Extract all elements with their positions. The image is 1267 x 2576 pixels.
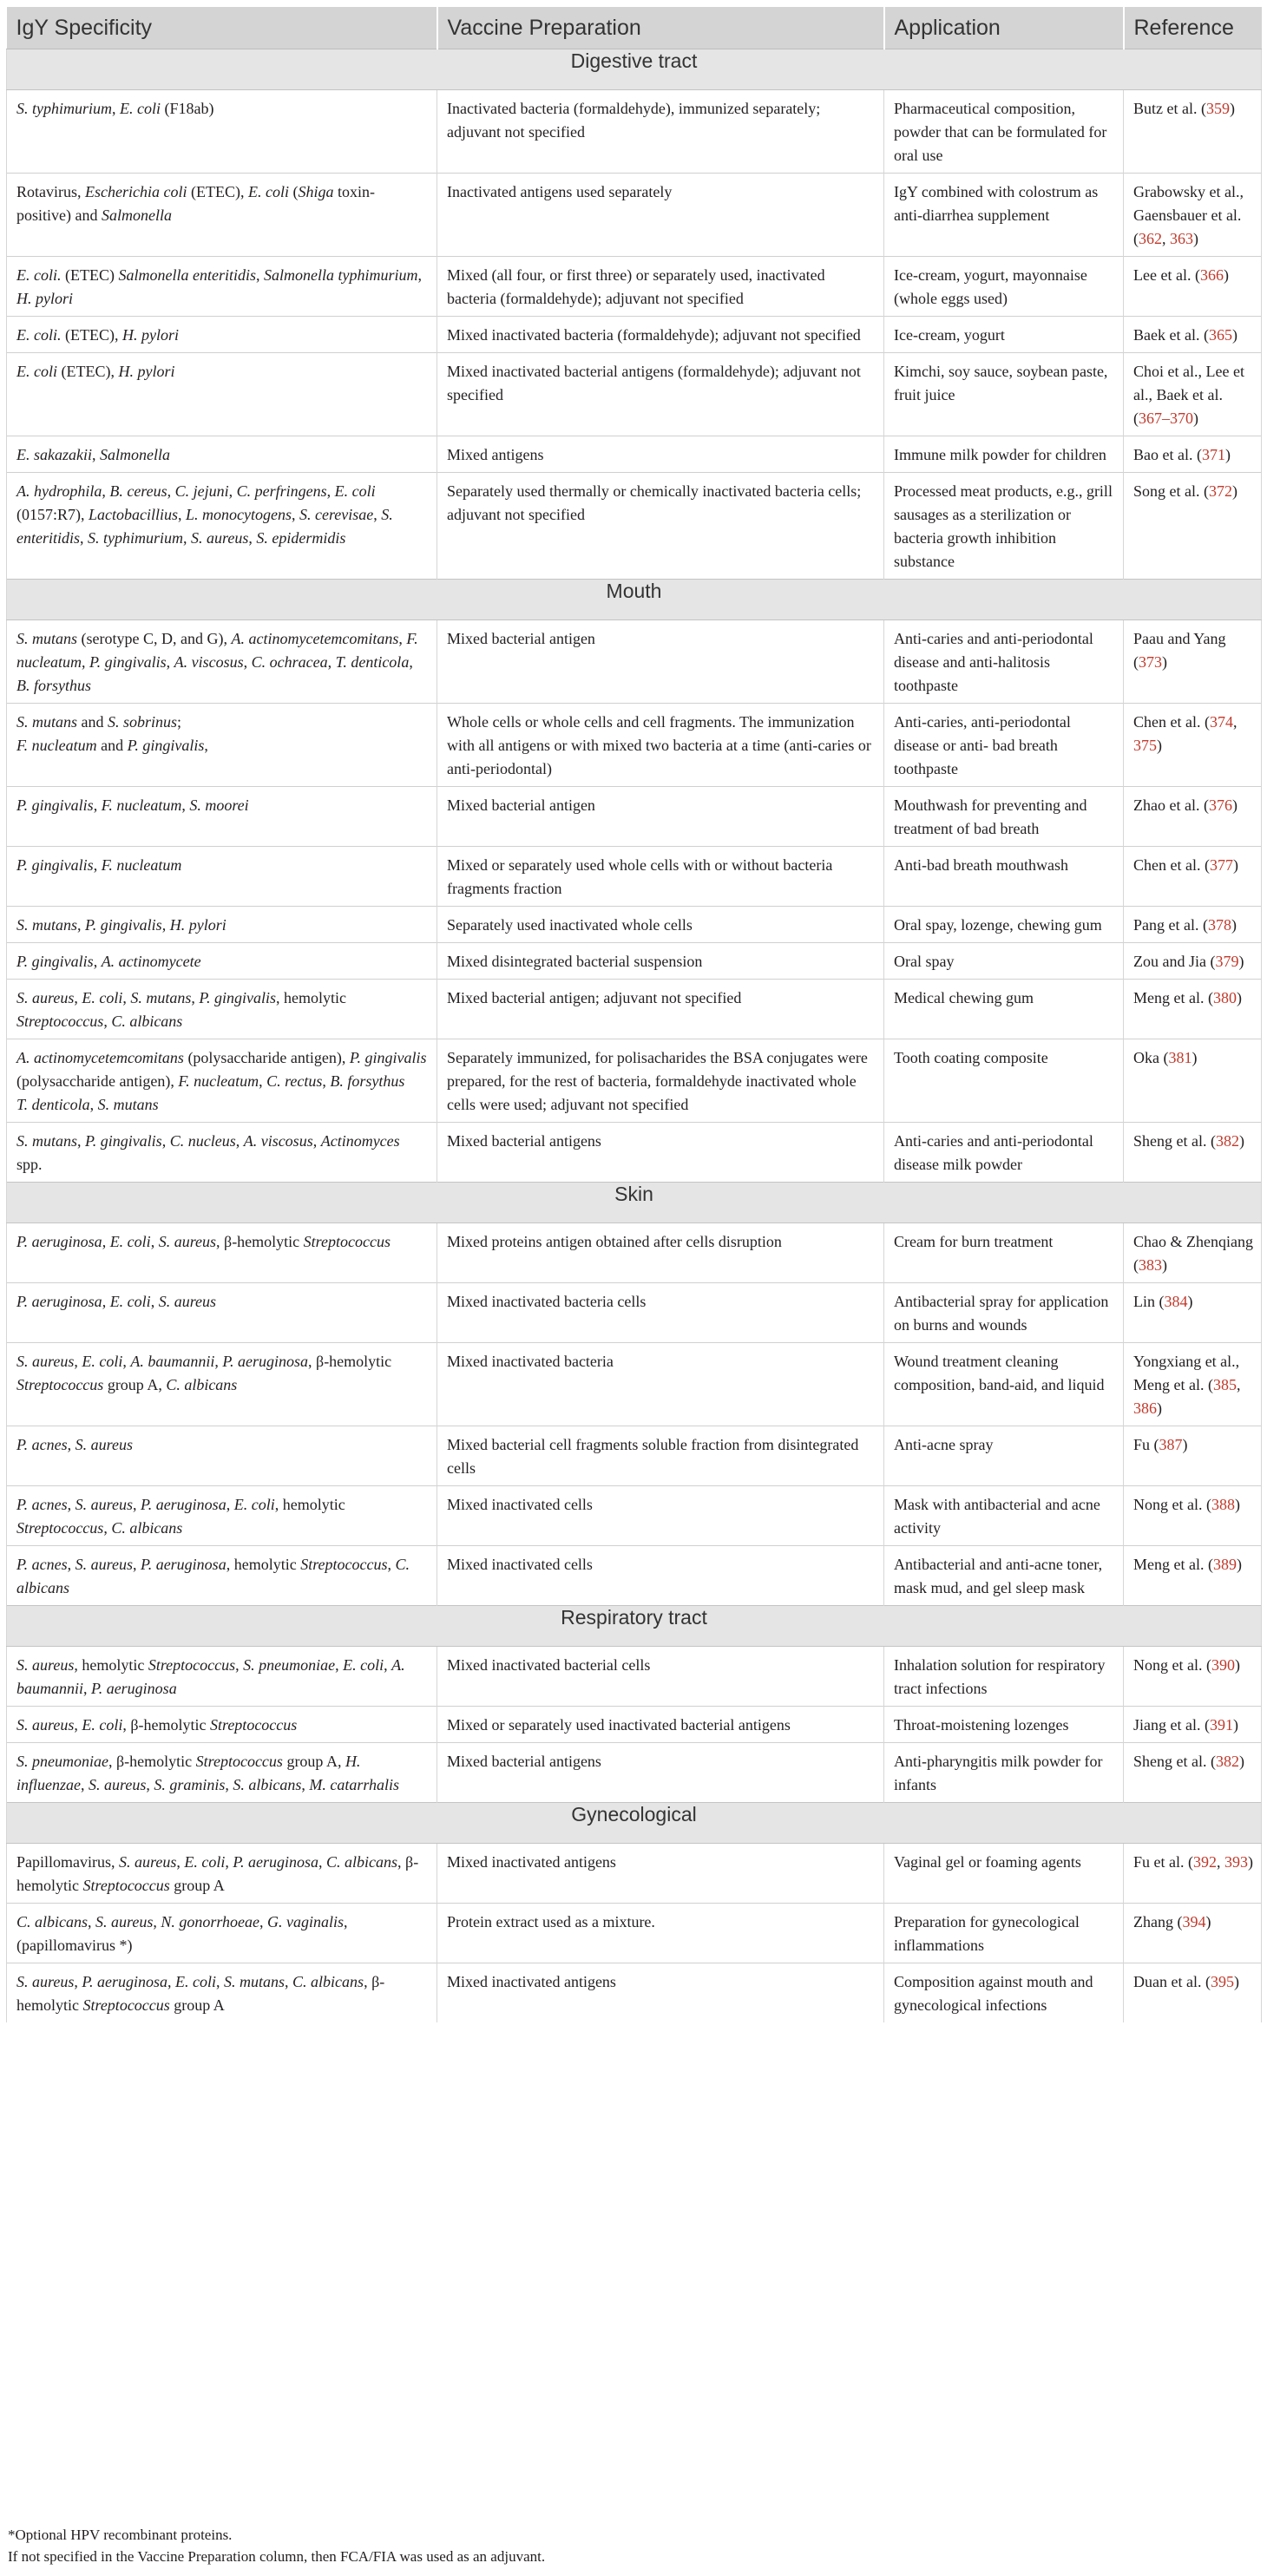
cell-application: IgY combined with colostrum as anti-diarrhea supplement (884, 174, 1124, 257)
cell-reference: Choi et al., Lee et al., Baek et al. (367–370) (1124, 353, 1262, 436)
cell-reference: Oka (381) (1124, 1039, 1262, 1123)
cell-reference: Jiang et al. (391) (1124, 1707, 1262, 1743)
cell-vaccine-preparation: Mixed inactivated cells (437, 1546, 884, 1606)
cell-igy-specificity: S. aureus, E. coli, A. baumannii, P. aeruginosa, β-hemolytic Streptococcus group A, C. albicans (7, 1343, 437, 1426)
cell-vaccine-preparation: Separately immunized, for polisacharides the BSA conjugates were prepared, for the rest of bacteria, formaldehyde inactivated whole cells were used; adjuvant not specified (437, 1039, 884, 1123)
cell-application: Kimchi, soy sauce, soybean paste, fruit juice (884, 353, 1124, 436)
cell-reference: Grabowsky et al., Gaensbauer et al. (362, 363) (1124, 174, 1262, 257)
table-row (7, 473, 1262, 580)
footnote-hpv: *Optional HPV recombinant proteins. (8, 2527, 233, 2543)
table-row (7, 704, 1262, 787)
cell-reference: Duan et al. (395) (1124, 1963, 1262, 2023)
cell-application: Antibacterial and anti-acne toner, mask mud, and gel sleep mask (884, 1546, 1124, 1606)
cell-vaccine-preparation: Mixed inactivated bacteria (437, 1343, 884, 1426)
table-row (7, 90, 1262, 174)
cell-vaccine-preparation: Mixed inactivated bacteria cells (437, 1283, 884, 1343)
cell-reference: Song et al. (372) (1124, 473, 1262, 580)
cell-reference: Bao et al. (371) (1124, 436, 1262, 473)
section-row (7, 49, 1262, 90)
table-row (7, 980, 1262, 1039)
table-row (7, 847, 1262, 907)
cell-application: Pharmaceutical composition, powder that can be formulated for oral use (884, 90, 1124, 174)
table-row (7, 1546, 1262, 1606)
section-row (7, 1606, 1262, 1647)
cell-igy-specificity: P. aeruginosa, E. coli, S. aureus (7, 1283, 437, 1343)
cell-igy-specificity: S. aureus, hemolytic Streptococcus, S. pneumoniae, E. coli, A. baumannii, P. aeruginosa (7, 1647, 437, 1707)
table-row (7, 1123, 1262, 1183)
cell-application: Cream for burn treatment (884, 1223, 1124, 1283)
footnotes (8, 2524, 545, 2567)
table-row (7, 174, 1262, 257)
header-vaccine-preparation: Vaccine Preparation (437, 7, 884, 49)
section-title: Mouth (7, 580, 1262, 620)
cell-reference: Baek et al. (365) (1124, 317, 1262, 353)
cell-igy-specificity: P. acnes, S. aureus, P. aeruginosa, hemolytic Streptococcus, C. albicans (7, 1546, 437, 1606)
cell-igy-specificity: A. actinomycetemcomitans (polysaccharide antigen), P. gingivalis (polysaccharide antigen), F. nucleatum, C. rectus, B. forsythus T. denticola, S. mutans (7, 1039, 437, 1123)
cell-application: Throat-moistening lozenges (884, 1707, 1124, 1743)
cell-reference: Pang et al. (378) (1124, 907, 1262, 943)
cell-reference: Chen et al. (374, 375) (1124, 704, 1262, 787)
cell-application: Anti-acne spray (884, 1426, 1124, 1486)
table-row (7, 943, 1262, 980)
section-row (7, 580, 1262, 620)
table-row (7, 1904, 1262, 1963)
cell-vaccine-preparation: Mixed bacterial cell fragments soluble fraction from disintegrated cells (437, 1426, 884, 1486)
cell-vaccine-preparation: Mixed bacterial antigens (437, 1743, 884, 1803)
table-row (7, 907, 1262, 943)
cell-igy-specificity: S. aureus, E. coli, β-hemolytic Streptococcus (7, 1707, 437, 1743)
cell-vaccine-preparation: Inactivated bacteria (formaldehyde), immunized separately; adjuvant not specified (437, 90, 884, 174)
table-row (7, 620, 1262, 704)
table-row (7, 1426, 1262, 1486)
cell-application: Immune milk powder for children (884, 436, 1124, 473)
cell-application: Composition against mouth and gynecological infections (884, 1963, 1124, 2023)
cell-vaccine-preparation: Mixed proteins antigen obtained after cells disruption (437, 1223, 884, 1283)
table-row (7, 1283, 1262, 1343)
cell-application: Anti-caries, anti-periodontal disease or anti- bad breath toothpaste (884, 704, 1124, 787)
cell-vaccine-preparation: Mixed inactivated bacteria (formaldehyde); adjuvant not specified (437, 317, 884, 353)
cell-reference: Meng et al. (389) (1124, 1546, 1262, 1606)
cell-vaccine-preparation: Mixed bacterial antigens (437, 1123, 884, 1183)
header-row (7, 7, 1262, 49)
section-title: Gynecological (7, 1803, 1262, 1844)
cell-igy-specificity: S. pneumoniae, β-hemolytic Streptococcus group A, H. influenzae, S. aureus, S. graminis, S. albicans, M. catarrhalis (7, 1743, 437, 1803)
table-row (7, 1647, 1262, 1707)
cell-reference: Chao & Zhenqiang (383) (1124, 1223, 1262, 1283)
footnote-adjuvant: If not specified in the Vaccine Preparation column, then FCA/FIA was used as an adjuvant. (8, 2548, 546, 2565)
table-body (7, 49, 1262, 2023)
cell-reference: Chen et al. (377) (1124, 847, 1262, 907)
table-row (7, 787, 1262, 847)
cell-vaccine-preparation: Separately used thermally or chemically inactivated bacteria cells; adjuvant not specified (437, 473, 884, 580)
cell-reference: Yongxiang et al., Meng et al. (385, 386) (1124, 1343, 1262, 1426)
cell-application: Mask with antibacterial and acne activity (884, 1486, 1124, 1546)
section-row (7, 1183, 1262, 1223)
cell-vaccine-preparation: Whole cells or whole cells and cell fragments. The immunization with all antigens or with mixed two bacteria at a time (anti-caries or anti-periodontal) (437, 704, 884, 787)
cell-vaccine-preparation: Mixed antigens (437, 436, 884, 473)
cell-igy-specificity: P. acnes, S. aureus (7, 1426, 437, 1486)
cell-application: Ice-cream, yogurt (884, 317, 1124, 353)
cell-application: Anti-pharyngitis milk powder for infants (884, 1743, 1124, 1803)
table-row (7, 1707, 1262, 1743)
table-row (7, 257, 1262, 317)
cell-application: Oral spay, lozenge, chewing gum (884, 907, 1124, 943)
cell-igy-specificity: S. mutans (serotype C, D, and G), A. actinomycetemcomitans, F. nucleatum, P. gingivalis, A. viscosus, C. ochracea, T. denticola, B. forsythus (7, 620, 437, 704)
cell-vaccine-preparation: Mixed disintegrated bacterial suspension (437, 943, 884, 980)
cell-igy-specificity: S. mutans and S. sobrinus; F. nucleatum and P. gingivalis, (7, 704, 437, 787)
igy-applications-table (6, 7, 1262, 2022)
cell-vaccine-preparation: Mixed bacterial antigen; adjuvant not specified (437, 980, 884, 1039)
cell-application: Processed meat products, e.g., grill sausages as a sterilization or bacteria growth inhibition substance (884, 473, 1124, 580)
table-row (7, 1039, 1262, 1123)
table-row (7, 353, 1262, 436)
cell-reference: Fu (387) (1124, 1426, 1262, 1486)
cell-reference: Lee et al. (366) (1124, 257, 1262, 317)
cell-reference: Butz et al. (359) (1124, 90, 1262, 174)
cell-igy-specificity: S. aureus, E. coli, S. mutans, P. gingivalis, hemolytic Streptococcus, C. albicans (7, 980, 437, 1039)
cell-vaccine-preparation: Mixed bacterial antigen (437, 787, 884, 847)
table-header (7, 7, 1262, 49)
table-row (7, 1963, 1262, 2023)
cell-igy-specificity: A. hydrophila, B. cereus, C. jejuni, C. perfringens, E. coli (0157:R7), Lactobacillius, L. monocytogens, S. cerevisae, S. enteritidis, S. typhimurium, S. aureus, S. epidermidis (7, 473, 437, 580)
section-row (7, 1803, 1262, 1844)
cell-application: Oral spay (884, 943, 1124, 980)
cell-reference: Lin (384) (1124, 1283, 1262, 1343)
cell-igy-specificity: Rotavirus, Escherichia coli (ETEC), E. coli (Shiga toxin-positive) and Salmonella (7, 174, 437, 257)
cell-application: Antibacterial spray for application on burns and wounds (884, 1283, 1124, 1343)
header-application: Application (884, 7, 1124, 49)
cell-application: Medical chewing gum (884, 980, 1124, 1039)
section-title: Respiratory tract (7, 1606, 1262, 1647)
cell-igy-specificity: E. coli (ETEC), H. pylori (7, 353, 437, 436)
cell-reference: Zhao et al. (376) (1124, 787, 1262, 847)
cell-vaccine-preparation: Inactivated antigens used separately (437, 174, 884, 257)
cell-igy-specificity: S. mutans, P. gingivalis, C. nucleus, A. viscosus, Actinomyces spp. (7, 1123, 437, 1183)
table-row (7, 1743, 1262, 1803)
cell-application: Vaginal gel or foaming agents (884, 1844, 1124, 1904)
cell-vaccine-preparation: Mixed inactivated cells (437, 1486, 884, 1546)
table-row (7, 436, 1262, 473)
cell-igy-specificity: E. coli. (ETEC) Salmonella enteritidis, Salmonella typhimurium, H. pylori (7, 257, 437, 317)
cell-reference: Paau and Yang (373) (1124, 620, 1262, 704)
cell-application: Anti-bad breath mouthwash (884, 847, 1124, 907)
cell-vaccine-preparation: Mixed inactivated antigens (437, 1963, 884, 2023)
section-title: Skin (7, 1183, 1262, 1223)
header-reference: Reference (1124, 7, 1262, 49)
cell-reference: Sheng et al. (382) (1124, 1743, 1262, 1803)
cell-vaccine-preparation: Mixed (all four, or first three) or separately used, inactivated bacteria (formaldehyde); adjuvant not specified (437, 257, 884, 317)
cell-application: Mouthwash for preventing and treatment of bad breath (884, 787, 1124, 847)
cell-reference: Nong et al. (390) (1124, 1647, 1262, 1707)
header-igy-specificity: IgY Specificity (7, 7, 437, 49)
cell-igy-specificity: E. sakazakii, Salmonella (7, 436, 437, 473)
cell-vaccine-preparation: Mixed or separately used whole cells with or without bacteria fragments fraction (437, 847, 884, 907)
cell-application: Inhalation solution for respiratory tract infections (884, 1647, 1124, 1707)
cell-vaccine-preparation: Mixed or separately used inactivated bacterial antigens (437, 1707, 884, 1743)
cell-igy-specificity: P. gingivalis, A. actinomycete (7, 943, 437, 980)
cell-igy-specificity: P. gingivalis, F. nucleatum, S. moorei (7, 787, 437, 847)
table-row (7, 1486, 1262, 1546)
cell-reference: Nong et al. (388) (1124, 1486, 1262, 1546)
cell-application: Anti-caries and anti-periodontal disease milk powder (884, 1123, 1124, 1183)
table-row (7, 1223, 1262, 1283)
cell-reference: Sheng et al. (382) (1124, 1123, 1262, 1183)
cell-vaccine-preparation: Mixed inactivated antigens (437, 1844, 884, 1904)
cell-application: Tooth coating composite (884, 1039, 1124, 1123)
cell-igy-specificity: S. typhimurium, E. coli (F18ab) (7, 90, 437, 174)
cell-application: Anti-caries and anti-periodontal disease and anti-halitosis toothpaste (884, 620, 1124, 704)
cell-vaccine-preparation: Protein extract used as a mixture. (437, 1904, 884, 1963)
cell-reference: Meng et al. (380) (1124, 980, 1262, 1039)
table-row (7, 1343, 1262, 1426)
cell-vaccine-preparation: Mixed inactivated bacterial cells (437, 1647, 884, 1707)
cell-igy-specificity: S. aureus, P. aeruginosa, E. coli, S. mutans, C. albicans, β-hemolytic Streptococcus group A (7, 1963, 437, 2023)
cell-vaccine-preparation: Mixed bacterial antigen (437, 620, 884, 704)
cell-igy-specificity: P. aeruginosa, E. coli, S. aureus, β-hemolytic Streptococcus (7, 1223, 437, 1283)
cell-reference: Fu et al. (392, 393) (1124, 1844, 1262, 1904)
cell-vaccine-preparation: Mixed inactivated bacterial antigens (formaldehyde); adjuvant not specified (437, 353, 884, 436)
cell-igy-specificity: Papillomavirus, S. aureus, E. coli, P. aeruginosa, C. albicans, β-hemolytic Streptococcus group A (7, 1844, 437, 1904)
cell-igy-specificity: C. albicans, S. aureus, N. gonorrhoeae, G. vaginalis, (papillomavirus *) (7, 1904, 437, 1963)
cell-application: Ice-cream, yogurt, mayonnaise (whole eggs used) (884, 257, 1124, 317)
cell-igy-specificity: E. coli. (ETEC), H. pylori (7, 317, 437, 353)
cell-igy-specificity: S. mutans, P. gingivalis, H. pylori (7, 907, 437, 943)
cell-igy-specificity: P. gingivalis, F. nucleatum (7, 847, 437, 907)
section-title: Digestive tract (7, 49, 1262, 90)
cell-vaccine-preparation: Separately used inactivated whole cells (437, 907, 884, 943)
cell-reference: Zou and Jia (379) (1124, 943, 1262, 980)
cell-reference: Zhang (394) (1124, 1904, 1262, 1963)
cell-igy-specificity: P. acnes, S. aureus, P. aeruginosa, E. coli, hemolytic Streptococcus, C. albicans (7, 1486, 437, 1546)
cell-application: Wound treatment cleaning composition, band-aid, and liquid (884, 1343, 1124, 1426)
table-row (7, 1844, 1262, 1904)
cell-application: Preparation for gynecological inflammations (884, 1904, 1124, 1963)
table-row (7, 317, 1262, 353)
